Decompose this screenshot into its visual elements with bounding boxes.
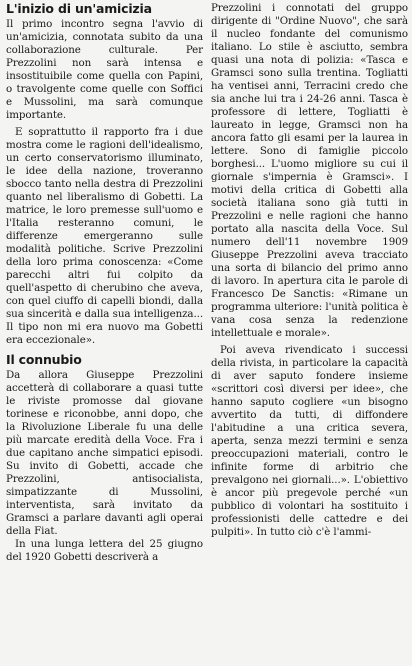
paragraph: Poi aveva rivendicato i successi della rivista, in particolare la capacità di aver saputo fondere insieme «scrittori così diversi per idee», che hanno saputo cogliere «un bisogno avvertito da tutti, di diffondere l'abitudine a una critica severa, aperta, senza mezzi termini e senza preoccupazioni materiali, contro le infinite forme di arbitrio che prevalgono nei giornali...». L'obiettivo è ancor più pregevole perché «un pubblico di volontari ha sostituito i professionisti delle cattedre e dei pulpiti». In tutto ciò c'è l'ammi-: [211, 344, 408, 538]
paragraph: Il primo incontro segna l'avvio di un'amicizia, connotata subito da una collaborazione culturale. Per Prezzolini non sarà intensa e insostituibile come quella con Papini, o travolgente come quelle con Soffici e Mussolini, ma sarà comunque importante.: [6, 18, 203, 121]
paragraph: In una lunga lettera del 25 giugno del 1920 Gobetti descriverà a: [6, 538, 203, 563]
section-heading-inizio: L'inizio di un'amicizia: [6, 2, 152, 16]
left-column: [6, 2, 203, 666]
paragraph: E soprattutto il rapporto fra i due mostra come le ragioni dell'idealismo, un certo conservatorismo illuminato, le idee della nazione, troveranno sbocco tanto nella destra di Prezzolini quanto nel liberalismo di Gobetti. La matrice, le loro premesse sull'uomo e l'Italia resteranno comuni, le differenze emergeranno sulle modalità politiche. Scrive Prezzolini della loro prima conoscenza: «Come parecchi altri fui colpito da quell'aspetto di cherubino che aveva, con quel ciuffo di capelli biondi, dalla sua sincerità e dalla sua intelligenza... Il tipo non mi era nuovo ma Gobetti era eccezionale».: [6, 126, 203, 346]
right-column: [211, 2, 408, 666]
article-columns: [6, 2, 408, 666]
paragraph: Prezzolini i connotati del gruppo dirigente di "Ordine Nuovo", che sarà il nucleo fondante del comunismo italiano. Lo stile è asciutto, sembra quasi una nota di polizia: «Tasca e Gramsci sono sulla trentina. Togliatti ha ventisei anni, Terracini credo che sia anche lui tra i 24-26 anni. Tasca è professore di lettere, Togliatti è laureato in legge, Gramsci non ha ancora fatto gli esami per la laurea in lettere. Sono di famiglie piccolo borghesi... L'uomo migliore su cui il giornale s'impernia è Gramsci». I motivi della critica di Gobetti alla società italiana sono già tutti in Prezzolini e nelle ragioni che hanno portato alla nascita della Voce. Sul numero dell'11 novembre 1909 Giuseppe Prezzolini aveva tracciato una sorta di bilancio del primo anno di lavoro. In apertura cita le parole di Francesco De Sanctis: «Rimane un programma ulteriore: l'unità politica è vana cosa senza la redenzione intellettuale e morale».: [211, 2, 408, 339]
section-heading-connubio: Il connubio: [6, 352, 82, 367]
paragraph: Da allora Giuseppe Prezzolini accetterà di collaborare a quasi tutte le riviste promosse dal giovane torinese e riconobbe, anni dopo, che la Rivoluzione Liberale fu una delle più marcate eredità della Voce. Fra i due capitano anche simpatici episodi. Su invito di Gobetti, accade che Prezzolini, antisocialista, simpatizzante di Mussolini, interventista, sarà invitato da Gramsci a parlare davanti agli operai della Fiat.: [6, 369, 203, 537]
